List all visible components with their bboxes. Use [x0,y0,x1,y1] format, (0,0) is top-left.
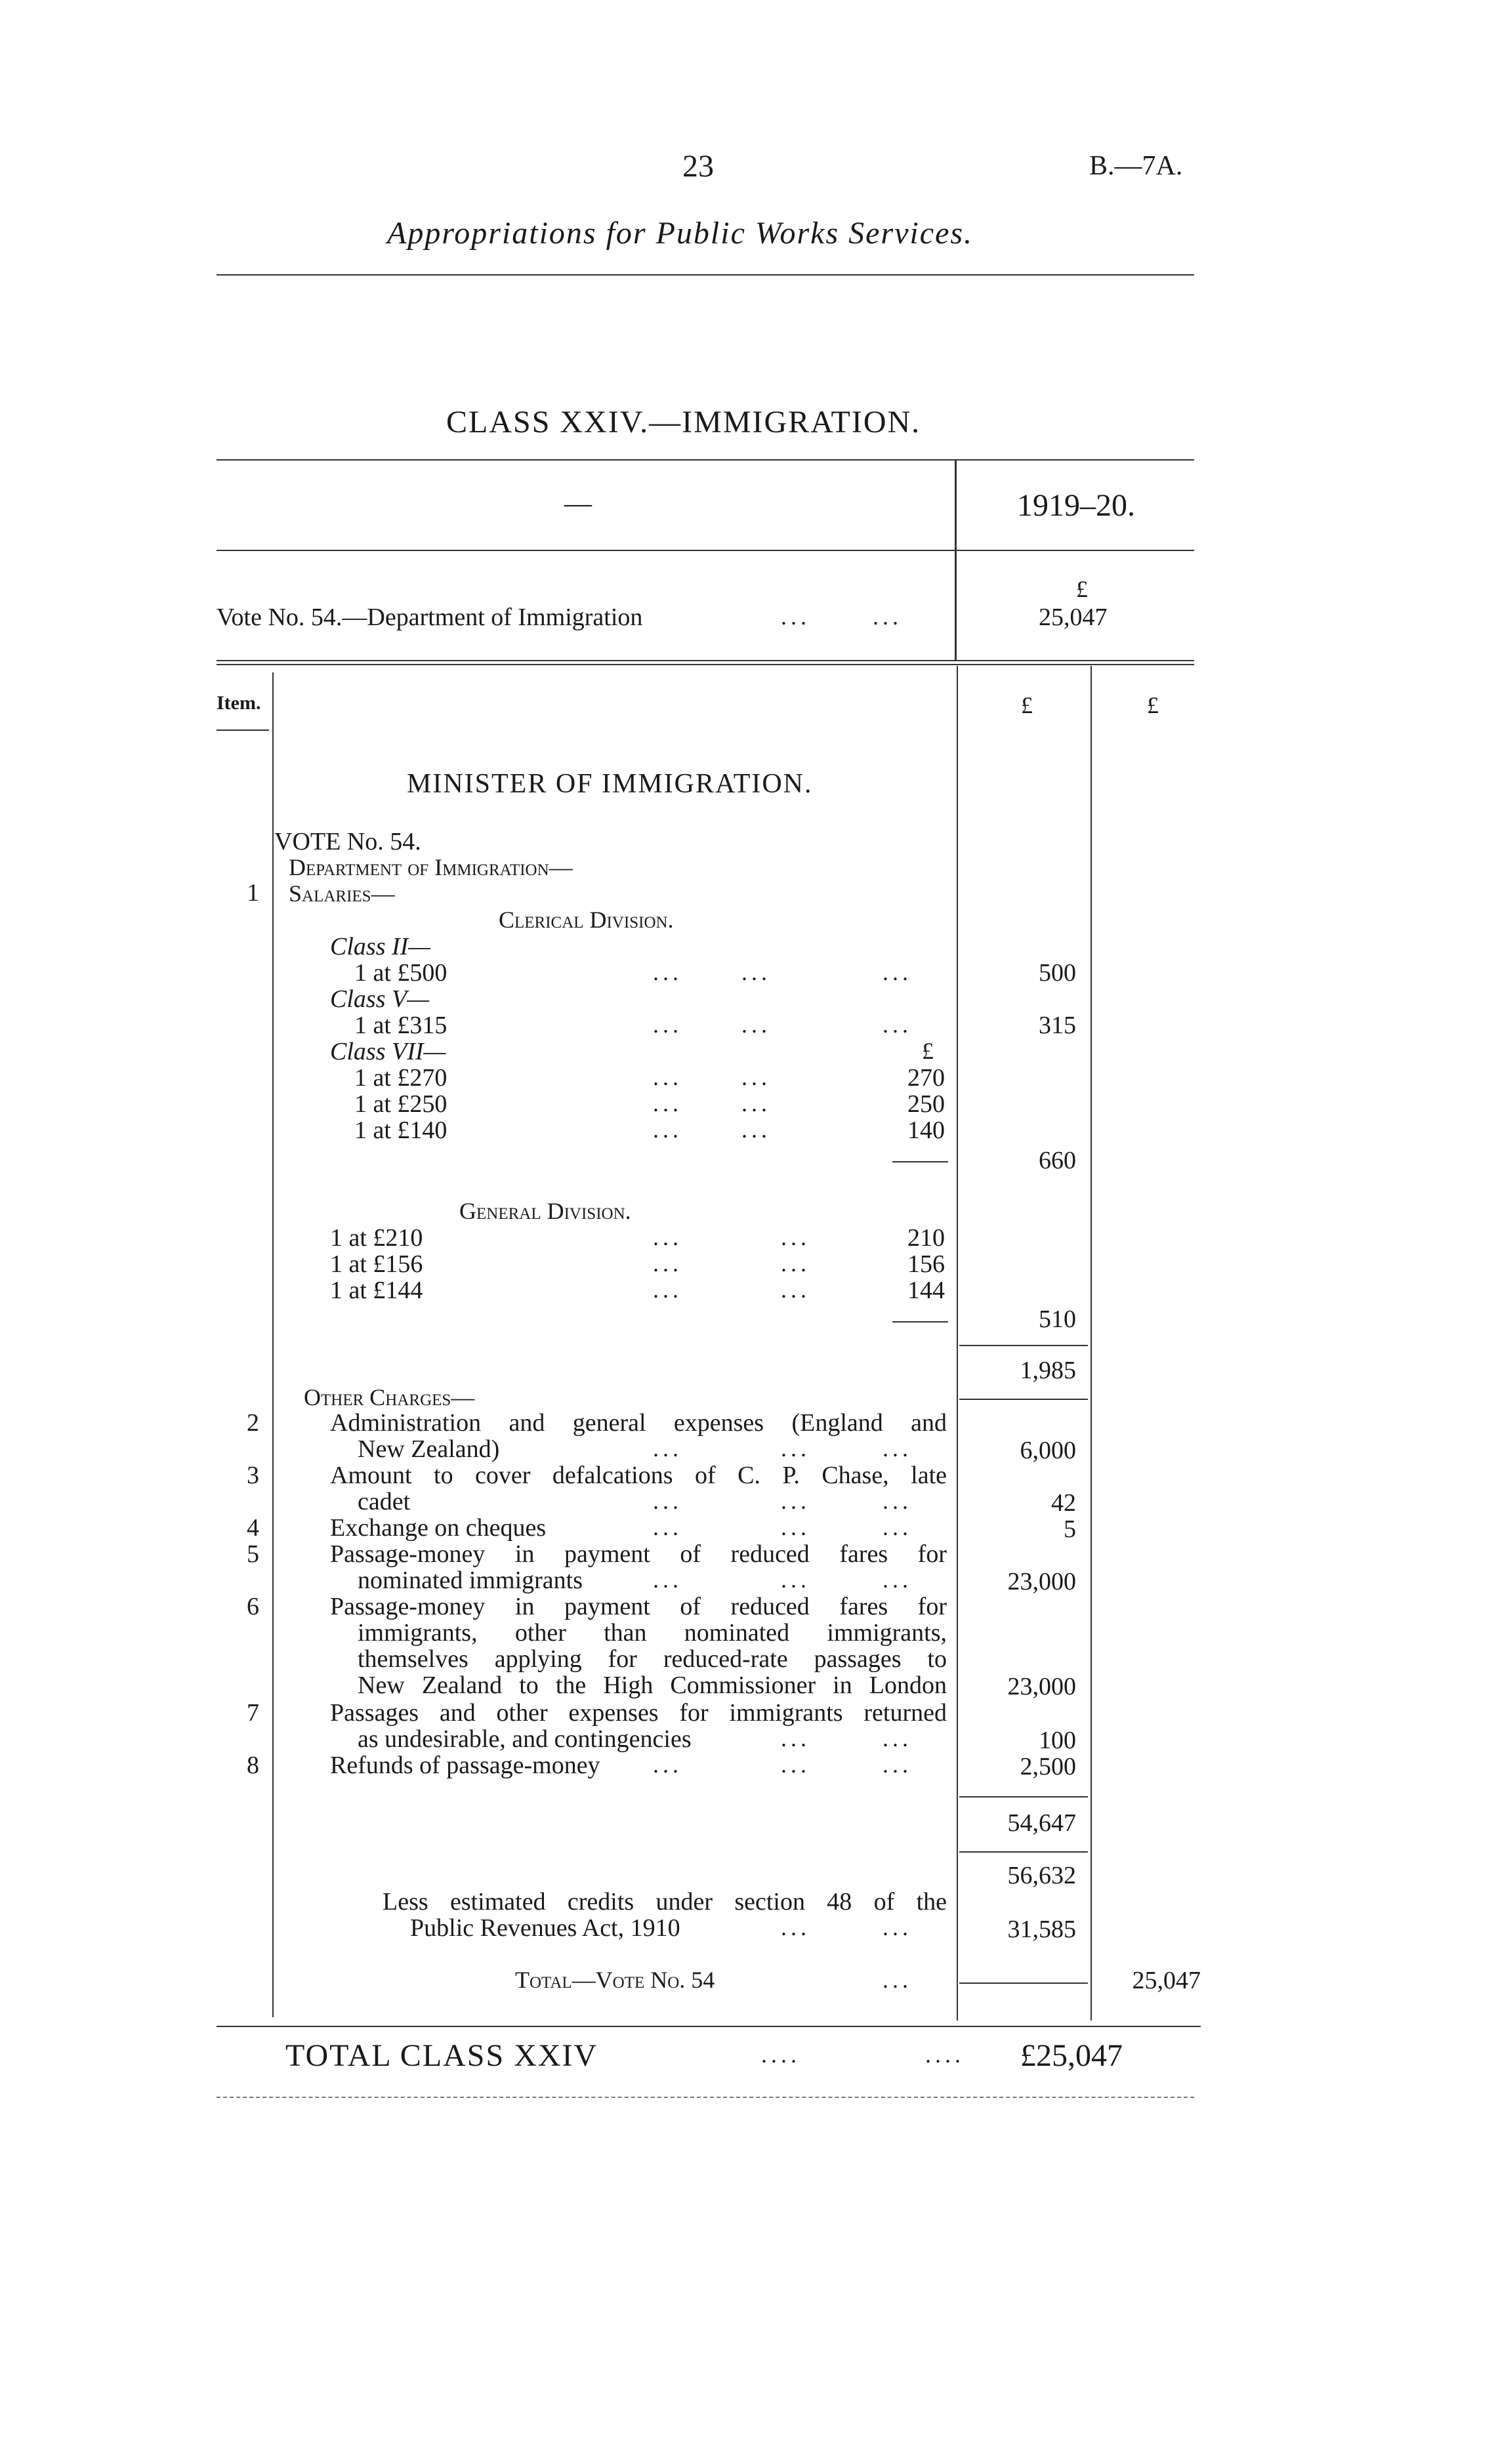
total-rule [959,1982,1088,1984]
amount-cell: 23,000 [1007,1568,1076,1595]
charge-description: cadet [358,1488,411,1515]
leader-dots: ... [653,1250,682,1277]
pound-sign: £ [922,1038,934,1064]
page-title: Appropriations for Public Works Services. [387,216,974,251]
leader-dots: ... [781,1567,810,1593]
salary-line: 1 at £315 [354,1012,447,1039]
leader-dots: ... [883,1567,912,1593]
less-credits-text: Less estimated credits under section 48 of the [383,1888,947,1916]
sub-amount-cell: 210 [907,1224,945,1252]
other-charges-total: 54,647 [1007,1809,1076,1837]
class-label: Class II— [330,933,431,960]
charge-description: Amount to cover defalcations of C. P. Chase, late [330,1462,947,1489]
leader-dots: ... [883,1435,912,1462]
leader-dots: ... [883,1967,912,1993]
salary-line: 1 at £500 [354,959,447,987]
leader-dots: ... [781,1435,810,1462]
leader-dots: ... [781,1277,810,1303]
subtotal-rule [892,1161,948,1162]
summary-column-rule [955,459,957,661]
class-label: Class V— [330,985,429,1013]
salary-line: 1 at £140 [354,1117,447,1144]
summary-leader-dots: ... [873,604,902,630]
leader-dots: ... [653,1435,682,1462]
sub-amount-cell: 250 [907,1090,945,1118]
department-heading: Department of Immigration— [289,854,573,880]
page-number: 23 [682,149,714,184]
less-credits-text: Public Revenues Act, 1910 [410,1914,680,1942]
leader-dots: ... [781,1488,810,1514]
salary-line: 1 at £250 [354,1090,447,1118]
clerical-division-heading: Clerical Division. [499,907,674,933]
leader-dots: ... [781,1514,810,1540]
item-header: Item. [217,692,261,714]
total-rule [959,1851,1088,1853]
salaries-heading: Salaries— [289,880,395,907]
leader-dots: ... [883,959,912,985]
sub-amount-cell: 140 [907,1117,945,1144]
class-label: Class VII— [330,1038,446,1065]
charge-description: New Zealand) [358,1435,500,1463]
item-number: 8 [247,1752,259,1779]
total-class-amount: £25,047 [1020,2038,1123,2073]
salaries-total: 1,985 [1020,1357,1076,1384]
detail-top-rule [217,664,1194,665]
leader-dots: ... [741,1012,771,1038]
leader-dots: ... [741,1117,771,1143]
vote-title: VOTE No. 54. [274,828,421,855]
amount-cell: 23,000 [1007,1673,1076,1700]
leader-dots: .... [761,2042,800,2068]
total-rule [959,1399,1088,1400]
subtotal-rule [892,1321,948,1323]
leader-dots: ... [883,1752,912,1778]
amount-cell: 660 [1039,1147,1076,1174]
charge-description: Administration and general expenses (England and [330,1409,947,1437]
item-number: 3 [247,1462,259,1489]
charge-description: as undesirable, and contingencies [358,1725,692,1753]
summary-top-rule [217,459,1194,461]
summary-leader-dots: ... [781,604,810,630]
leader-dots: ... [653,1567,682,1593]
salary-line: 1 at £210 [330,1224,423,1252]
charge-description: nominated immigrants [358,1567,583,1594]
leader-dots: ... [883,1725,912,1752]
salary-line: 1 at £156 [330,1250,423,1278]
total-class-label: TOTAL CLASS XXIV [285,2038,598,2073]
leader-dots: ... [653,959,682,985]
leader-dots: ... [653,1514,682,1540]
total-rule [959,1796,1088,1797]
salary-line: 1 at £270 [354,1064,447,1092]
leader-dots: ... [883,1012,912,1038]
footer-rule [217,2097,1194,2098]
summary-vote-amount: 25,047 [1039,604,1108,631]
total-vote-amount: 25,047 [1132,1967,1201,1994]
summary-vote-label: Vote No. 54.—Department of Immigration [217,604,643,631]
item-column-rule [272,672,274,2017]
credits-amount: 31,585 [1007,1916,1076,1943]
item-number: 4 [247,1514,259,1542]
item-number: 5 [247,1540,259,1568]
leader-dots: ... [653,1224,682,1250]
sub-amount-cell: 156 [907,1250,945,1278]
leader-dots: ... [781,1914,810,1940]
total-vote-label: Total—Vote No. 54 [515,1967,715,1993]
leader-dots: ... [653,1117,682,1143]
amount-cell: 100 [1039,1727,1076,1754]
charge-description: Passage-money in payment of reduced fares for [330,1593,947,1620]
amount-column-rule [957,666,958,2021]
charge-description: immigrants, other than nominated immigrants, [358,1619,947,1647]
leader-dots: ... [781,1250,810,1277]
amount-cell: 2,500 [1020,1753,1076,1780]
amount-cell: 315 [1039,1012,1076,1039]
summary-bottom-rule [217,660,1194,661]
sub-amount-cell: 270 [907,1064,945,1092]
amount-cell: 42 [1051,1489,1076,1517]
amount-cell: 6,000 [1020,1437,1076,1464]
charge-description: Refunds of passage-money [330,1752,600,1779]
summary-dash: — [564,489,592,519]
general-division-heading: General Division. [459,1198,631,1224]
amount-cell: 500 [1039,959,1076,987]
total-class-rule [217,2026,1201,2027]
total-column-rule [1091,666,1092,2021]
amount-header-pound: £ [1021,692,1033,718]
total-rule [959,1345,1088,1346]
leader-dots: ... [653,1090,682,1117]
leader-dots: ... [781,1725,810,1752]
leader-dots: ... [741,959,771,985]
charge-description: Passage-money in payment of reduced fares for [330,1540,947,1568]
item-number: 2 [247,1409,259,1437]
item-header-rule [217,729,269,731]
minister-heading: MINISTER OF IMMIGRATION. [407,769,813,799]
leader-dots: ... [883,1514,912,1540]
sub-amount-cell: 144 [907,1277,945,1304]
header-rule [217,274,1194,276]
leader-dots: ... [653,1752,682,1778]
leader-dots: .... [925,2042,965,2068]
leader-dots: ... [653,1064,682,1090]
document-reference: B.—7A. [1089,151,1183,181]
class-heading: CLASS XXIV.—IMMIGRATION. [446,405,921,440]
summary-pound-sign: £ [1076,576,1088,602]
total-header-pound: £ [1147,692,1159,718]
summary-mid-rule [217,550,1194,551]
leader-dots: ... [741,1064,771,1090]
summary-year: 1919–20. [1017,488,1135,523]
item-number: 6 [247,1593,259,1620]
leader-dots: ... [781,1224,810,1250]
leader-dots: ... [781,1752,810,1778]
other-charges-heading: Other Charges— [304,1384,475,1410]
gross-total: 56,632 [1007,1862,1076,1889]
item-number: 1 [247,879,259,907]
charge-description: New Zealand to the High Commissioner in London [358,1672,947,1699]
leader-dots: ... [883,1914,912,1940]
leader-dots: ... [653,1012,682,1038]
charge-description: Exchange on cheques [330,1514,547,1542]
salary-line: 1 at £144 [330,1277,423,1304]
charge-description: Passages and other expenses for immigrants returned [330,1699,947,1727]
amount-cell: 5 [1064,1515,1076,1543]
leader-dots: ... [741,1090,771,1117]
leader-dots: ... [883,1488,912,1514]
charge-description: themselves applying for reduced-rate passages to [358,1645,947,1673]
leader-dots: ... [653,1488,682,1514]
item-number: 7 [247,1699,259,1727]
leader-dots: ... [653,1277,682,1303]
amount-cell: 510 [1039,1305,1076,1333]
